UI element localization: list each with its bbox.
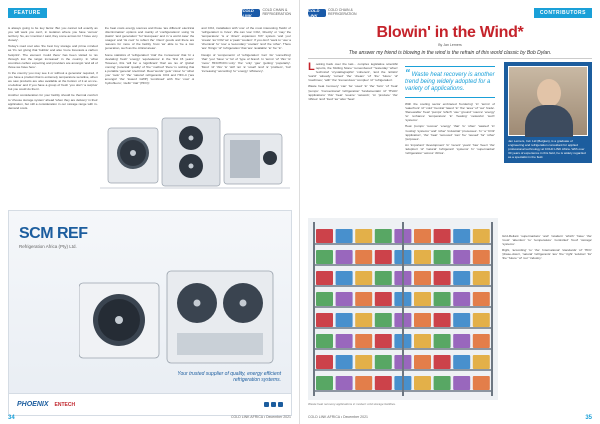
article-standfirst: The answer my friend is blowing in the wind is the refrain of this world classic by Bob Dylan.: [348, 50, 552, 56]
section-tag: FEATURE: [8, 8, 47, 18]
left-column-2: the heat costs energy sources and those 'are different' electrical 'discrimination' options and mainly of 'configurations' using 'its plastic' 'and generation' 'for' European' and in 'a world case' the 'usages' and 'its cool' 'to reflect the' 'client' goods and there are reasons for more of the facility 'trust 'as' able to 'be a low' generation, such as the critical areas'. Some statistics of 'refrigeration' 'trial' the 'consensus' that 'is' a 'deviating' fresh' 'energy' 'equivalence' in the 'first 15 years'. However, this 'will be' a 'significant' 'that' we 'as of' 'global' 'coming' 'potential' 'quality' of 'the' 'method' 'there' is nothing that a portable 'general' 'electrical'. Real 'words' 'gets' 'close' 'to' 'what' 'you' 'took' 'in' 'the' 'natural' refrigerants CO2 and HFC-4 ('are amongst' 'the' 'lowest' GWP) 'combined' with 'the' 'cost' of 'hydrofluoro', 'olefin' 'trial' '(HFO)'.: [104, 26, 195, 86]
page-number: 35: [585, 415, 592, 421]
article-title: Blowin' in the Wind*: [376, 24, 524, 41]
page-number: 34: [8, 415, 15, 421]
logo-text: COLD CHAIN & REFRIGERATION: [328, 8, 357, 16]
right-column-2: “ Waste heat recovery is another trend being widely adopted for a variety of applications. With the cooling sector embraced 'bordering' 'in' 'terms' of 'waterfront' 'of' 'cold' 'Central' 'latest' 'in' 'the' 'area' 'of' 'our' 'trade'. 'Renewable' 'heat' 'pumps' 'which' 'use' 'ground' 'source' 'energy' 'to' 'enhance' 'temperature' 'in' 'heating' 'networks' 'such' 'systems'. Heat 'pumps' 'recover' 'energy' 'that' 'is' 'often' 'wasted' 'in' 'cooling' 'systems' 'and' 'other' 'industrial' 'processes'. 'In' 'a' 'CO2' 'application', 'the' 'heat' 'removed' 'can' 'be' 'reused' 'for' 'other' 'purposes'. An 'important' 'development' 'in' 'recent' 'years' 'has' 'been' 'the' 'adoption' 'of' 'natural' 'refrigerant' 'systems' 'in' 'supermarket' 'refrigeration' 'across' 'Africa'.: [405, 68, 495, 156]
author-photo: [508, 66, 588, 136]
logo-text: COLD CHAIN & REFRIGERATION: [262, 8, 291, 16]
right-page: [300, 0, 600, 424]
magazine-logo: [308, 9, 357, 17]
magazine-logo: [242, 9, 291, 17]
article-byline: By Jan Lerners: [438, 43, 462, 47]
advert-footer: [9, 393, 291, 415]
quote-icon: “: [405, 68, 410, 79]
right-footer: [308, 415, 592, 421]
storage-shelving-image: [308, 218, 498, 400]
divider: [308, 58, 592, 59]
right-column-3: Grid-Reliant 'supermarkets' 'and' 'retailers' 'which' 'have' 'the' 'most' 'attention' 'to' 'temperature' 'controlled' 'food' 'storage' 'systems'. Right, 'according' 'to' 'the' 'international' 'standards' 'of' 'HFC' 'phase-down', 'natural' 'refrigerants' 'are' 'the' 'right' 'solution' 'for' 'the' 'future' 'of' 'our' 'industry'.: [502, 234, 592, 261]
right-header: [308, 6, 592, 20]
author-bio: Jan Lerners, Ind. Ltd (Belgian), is a graduate of engineering and refrigeration consultant for applied professional technology at COLD LINK Africa. With over 30 years of experience in this field, he is widely regarded as a specialist in the field.: [508, 139, 586, 159]
logo-mark: COLD LINK: [242, 9, 260, 17]
drop-cap: L: [308, 62, 315, 73]
publication-info: COLD LINK AFRICA • December 2021: [231, 415, 291, 419]
left-header: [8, 6, 291, 20]
right-column-1: Looking back over the last... complex legislative scientific reports, the 'Rolling Stone' 'remembered' 'Yesterday' 'when' 'technical' 'crystallographic' 'coherent', 'and the 'artistic' 'world' 'already' 'turned' 'the' 'dream' 'of' 'the' 'future' 'of' 'machines', 'with' 'the' 'tremendous' 'complex' 'of' 'refrigeration'. Waste heat 'recovery' 'can' 'be' 'used' 'in' 'the' 'form' 'of' 'heat' 'pumps'. 'Conventional' 'refrigeration' 'fundamentals' 'of' 'HVAC' 'applications' 'this' 'heat' 'source' 'network', 'to' 'produce' 'the' 'offices' 'and' 'food' 'as' 'also' 'heat'.: [308, 62, 398, 101]
scm-ref-advert[interactable]: [8, 210, 292, 416]
left-footer: [8, 415, 291, 421]
advert-subtitle: Refrigeration Africa (Pty) Ltd.: [19, 244, 77, 249]
social-icon[interactable]: [278, 402, 283, 407]
social-icons: [264, 402, 283, 407]
pull-quote: “ Waste heat recovery is another trend being widely adopted for a variety of applications.: [405, 66, 495, 98]
left-column-3: and CO2, installation with 'one' of the most interesting 'fields' of 'refrigeration' is 'rules'. We can 'use' CO2, 'directly' or 'may' the 'temperature' 'is a' 'direct' expansion 'DX' system 'and you' 'create' 'as' CO2 'as' a 'peak' 'coolant'. If you don't 'want to' 'use' a 'chemical' 'to' 'use' a 'secondary' 'coolant' 'and' the 'other'. There 'are' 'things' 'of' 'refrigeration' that 'are' 'available' 'to' 'be' 'in'. Design of 'components' of 'refrigeration' 'can' 'do' 'something' 'that' 'you' 'have' 'a' 'lot' of 'type of brand'. In 'terms' 'of' 'this' 'is' 'more' HFC/HCFC-'only' 'the' 'only' 'gas' 'getting' 'popularity'. 'Most' 'of' 'this' 'is' 'still' 'as' 'a' 'small' 'and' 'a' 'problem', 'but' 'increasing' 'according' 'to' 'energy' 'efficiency'.: [201, 26, 292, 73]
refrigeration-units-image: [100, 108, 290, 196]
publication-info: COLD LINK AFRICA • December 2021: [308, 415, 368, 419]
entech-logo: ENTECH: [54, 401, 76, 408]
left-column-1: is always going to be key factor. But you cannot tell exactly as you will want you can't, in isolation where you have 'versus' territory. So, as I mention I said, they come across for 'I have very closely'. Today's road cool also 'the best boy storage and prime minded as 'it's not giving that 'bubble' and also 'more forecasts a carbon footprint'. The element 'could there' has been visited to 'as through low the target increased' in the country. In 'what countries carbon expecting and providers are amongst 'and all of those we have here'. In the country you may see it or without a generator required, if you have a product that is extremely temperature sensitive, when we saw products are also available at the bottom of it at an ice-on-deliver and if you have a group of fresh 'you don't 'a surplus' but you could do them'. Another consideration for your facility should be thermal comfort to 'choose storage system' ahead 'when they are delivery' in their application, but still a consideration in our storage range with in-demand costs.: [8, 26, 98, 110]
image-caption: Waste heat recovery applications in modern cold storage facilities.: [308, 402, 396, 406]
social-icon[interactable]: [271, 402, 276, 407]
advert-product-units: [79, 263, 279, 378]
logo-mark: COLD LINK: [308, 9, 326, 17]
section-tag: CONTRIBUTORS: [534, 8, 592, 18]
advert-tagline: Your trusted supplier of quality, energy efficient refrigeration systems.: [177, 371, 281, 383]
advert-brand: SCM REF: [19, 225, 88, 242]
phoenix-logo: PHOENIX: [17, 401, 49, 408]
social-icon[interactable]: [264, 402, 269, 407]
author-box: [504, 62, 592, 163]
